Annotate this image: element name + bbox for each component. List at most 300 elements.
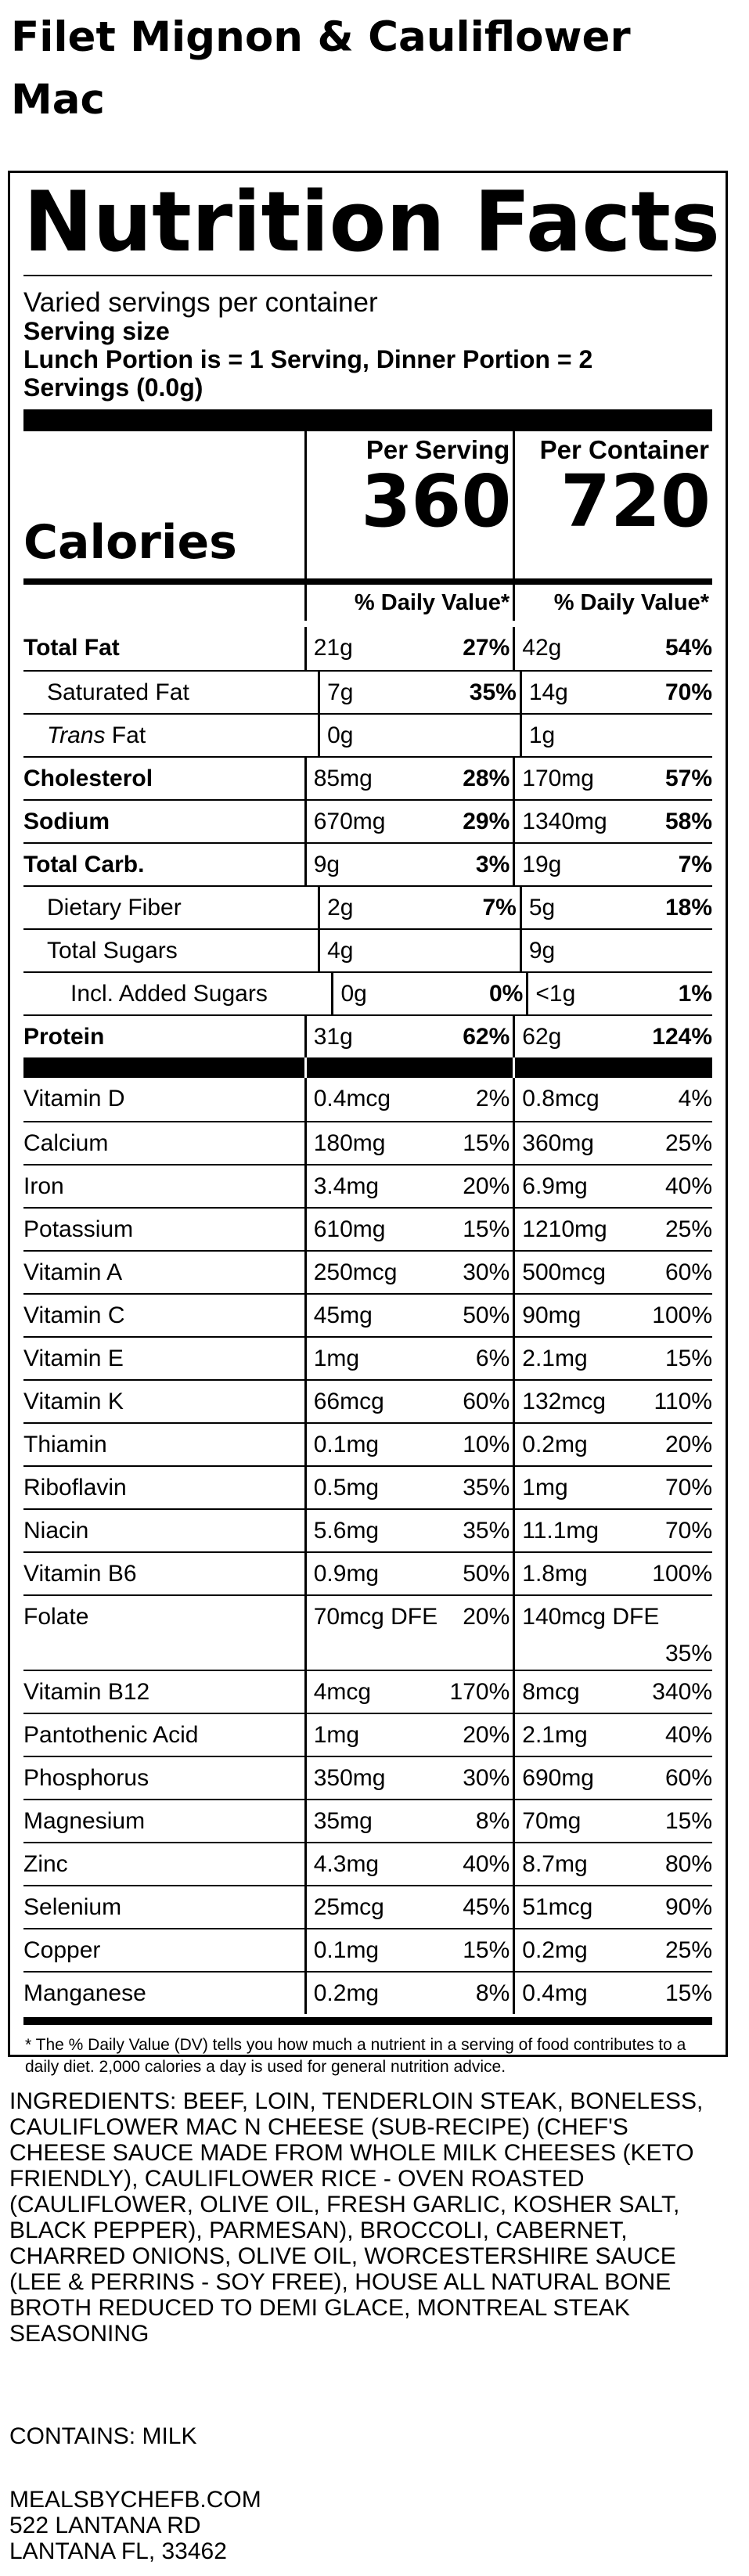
per-container-cell xyxy=(513,1886,712,1928)
per-container-dv: 35% xyxy=(664,1640,712,1666)
nutrient-name xyxy=(23,715,318,756)
per-container-dv: 340% xyxy=(652,1679,712,1705)
ingredients-text: INGREDIENTS: BEEF, LOIN, TENDERLOIN STEAK, BONELESS, CAULIFLOWER MAC N CHEESE (SUB-RECIPE) (CHEF'S CHEESE SAUCE MADE FROM WHOLE MILK CHEESES (KETO FRIENDLY), CAULIFLOWER RICE - OVEN ROASTED (CAULIFLOWER, OLIVE OIL, FRESH GARLIC, KOSHER SALT, BLACK PEPPER), PARMESAN), BROCCOLI, CABERNET, CHARRED ONIONS, OLIVE OIL, WORCESTERSHIRE SAUCE (LEE & PERRINS - SOY FREE), HOUSE ALL NATURAL BONE BROTH REDUCED TO DEMI GLACE, MONTREAL STEAK SEASONING xyxy=(9,2088,704,2347)
per-serving-dv: 20% xyxy=(463,1722,510,1748)
per-container-cell xyxy=(513,1381,712,1422)
per-container-dv: 4% xyxy=(678,1086,712,1111)
per-container-cell xyxy=(513,1714,712,1756)
per-serving-amount: 180mg xyxy=(313,1130,386,1156)
per-serving-amount: 45mg xyxy=(313,1302,373,1328)
per-container-dv: 40% xyxy=(664,1173,712,1199)
per-serving-amount: 4.3mg xyxy=(313,1851,380,1877)
micronutrient-row xyxy=(23,1207,712,1250)
per-container-amount: 1mg xyxy=(522,1475,568,1501)
city-text: LANTANA FL, 33462 xyxy=(9,2538,227,2564)
per-serving-amount: 670mg xyxy=(313,809,386,834)
product-title xyxy=(11,6,715,132)
per-serving-amount: 2g xyxy=(327,895,354,921)
micronutrient-row xyxy=(23,1164,712,1207)
nutrient-name xyxy=(23,1209,304,1250)
nutrient-name-text: Vitamin D xyxy=(23,1086,125,1111)
per-container-dv: 25% xyxy=(664,1130,712,1156)
nutrient-name-text: Vitamin A xyxy=(23,1259,123,1285)
per-serving-cell xyxy=(304,1886,513,1928)
nutrient-name xyxy=(23,1714,304,1756)
per-container-amount: 14g xyxy=(528,679,568,705)
nutrient-name-italic: Trans xyxy=(47,722,106,748)
nutrient-name-text: Cholesterol xyxy=(23,766,153,791)
per-container-dv: 90% xyxy=(664,1894,712,1920)
dv-header-container: % Daily Value* xyxy=(513,578,712,621)
nutrient-name-text: Protein xyxy=(23,1024,105,1050)
per-container-amount: 500mcg xyxy=(522,1259,606,1285)
micronutrient-row xyxy=(23,1594,712,1670)
per-serving-cell xyxy=(318,887,520,928)
nutrient-row xyxy=(23,713,712,756)
per-container-dv: 100% xyxy=(652,1561,712,1587)
nutrient-name xyxy=(23,973,331,1014)
nutrient-name xyxy=(23,758,304,799)
nutrient-name-text: Incl. Added Sugars xyxy=(70,981,268,1007)
per-container-amount: 11.1mg xyxy=(522,1518,600,1544)
per-serving-dv: 28% xyxy=(463,766,510,791)
per-container-amount: 62g xyxy=(522,1024,562,1050)
calories-per-container: 720 xyxy=(560,459,711,543)
per-container-dv: 124% xyxy=(652,1024,712,1050)
nutrient-name xyxy=(23,1929,304,1971)
per-serving-amount: 0.9mg xyxy=(313,1561,380,1587)
nutrient-name xyxy=(23,1843,304,1885)
per-serving-amount: 7g xyxy=(327,679,354,705)
per-container-dv: 80% xyxy=(664,1851,712,1877)
nutrient-name-text: Niacin xyxy=(23,1518,89,1544)
nutrient-name xyxy=(23,627,304,670)
per-serving-cell xyxy=(304,1209,513,1250)
per-serving-amount: 9g xyxy=(313,852,340,877)
micronutrient-row xyxy=(23,1336,712,1379)
per-container-amount: 70mg xyxy=(522,1808,582,1834)
per-container-amount: 6.9mg xyxy=(522,1173,588,1199)
per-container-dv: 25% xyxy=(664,1216,712,1242)
per-serving-cell xyxy=(304,1016,513,1057)
per-serving-cell xyxy=(318,672,520,713)
nutrient-name xyxy=(23,672,318,713)
nutrient-name xyxy=(23,801,304,842)
nutrient-name-text: Saturated Fat xyxy=(47,679,189,705)
micronutrient-row xyxy=(23,1508,712,1551)
nutrient-name-text: Manganese xyxy=(23,1980,146,2006)
per-serving-dv: 27% xyxy=(463,635,510,661)
nutrient-name xyxy=(23,1122,304,1164)
per-container-cell xyxy=(520,887,712,928)
per-container-dv: 7% xyxy=(678,852,712,877)
servings-per-container: Varied servings per container xyxy=(23,287,378,318)
per-container-dv: 25% xyxy=(664,1937,712,1963)
per-container-amount: 9g xyxy=(528,938,556,964)
per-container-amount: 1210mg xyxy=(522,1216,607,1242)
per-serving-cell xyxy=(304,1671,513,1713)
serving-size-value-line1: Lunch Portion is = 1 Serving, Dinner Portion = 2 xyxy=(23,345,593,373)
micronutrient-row xyxy=(23,1121,712,1164)
per-container-cell xyxy=(513,1209,712,1250)
nutrient-name-text: Vitamin C xyxy=(23,1302,125,1328)
per-serving-dv: 0% xyxy=(489,981,524,1007)
per-serving-dv: 30% xyxy=(463,1259,510,1285)
per-container-label: Per Container xyxy=(539,435,710,464)
per-container-cell xyxy=(513,1338,712,1379)
per-container-dv: 20% xyxy=(664,1432,712,1457)
micronutrient-row xyxy=(23,1379,712,1422)
micronutrient-row xyxy=(23,1551,712,1594)
nutrient-name-text: Potassium xyxy=(23,1216,134,1242)
per-container-amount: 90mg xyxy=(522,1302,582,1328)
per-serving-amount: 35mg xyxy=(313,1808,373,1834)
allergen-statement: CONTAINS: MILK xyxy=(9,2423,197,2449)
per-serving-cell xyxy=(304,1166,513,1207)
nutrient-name-text: Total Sugars xyxy=(47,938,178,964)
per-container-cell xyxy=(513,1122,712,1164)
per-serving-cell xyxy=(304,844,513,885)
per-serving-amount: 1mg xyxy=(313,1722,360,1748)
per-serving-dv: 40% xyxy=(463,1851,510,1877)
per-serving-dv: 35% xyxy=(463,1518,510,1544)
per-serving-amount: 21g xyxy=(313,635,353,661)
nutrient-row xyxy=(23,971,712,1014)
nutrient-name xyxy=(23,1757,304,1799)
nutrient-name-text: Fat xyxy=(105,722,146,748)
serving-divider xyxy=(23,409,712,431)
per-container-amount: 140mcg DFE xyxy=(522,1604,660,1630)
per-serving-cell xyxy=(304,1510,513,1551)
nutrient-row xyxy=(23,1014,712,1057)
footnote-divider xyxy=(23,2017,712,2025)
per-serving-cell xyxy=(304,1596,513,1670)
per-container-amount: 1.8mg xyxy=(522,1561,588,1587)
per-container-cell xyxy=(513,1843,712,1885)
per-serving-cell xyxy=(304,801,513,842)
dv-header-serving: % Daily Value* xyxy=(304,578,513,621)
nutrition-facts-title: Nutrition Facts xyxy=(23,174,720,270)
nutrient-name-text: Calcium xyxy=(23,1130,109,1156)
per-serving-amount: 0.1mg xyxy=(313,1432,380,1457)
per-serving-cell xyxy=(304,1295,513,1336)
per-container-amount: 690mg xyxy=(522,1765,594,1791)
per-serving-amount: 610mg xyxy=(313,1216,386,1242)
per-container-cell xyxy=(513,1078,712,1121)
per-serving-dv: 35% xyxy=(463,1475,510,1501)
micronutrient-row xyxy=(23,1293,712,1336)
per-serving-cell xyxy=(304,1714,513,1756)
per-serving-cell xyxy=(304,1757,513,1799)
per-container-cell xyxy=(520,930,712,971)
per-serving-amount: 250mcg xyxy=(313,1259,398,1285)
per-container-amount: 19g xyxy=(522,852,562,877)
per-container-amount: 42g xyxy=(522,635,562,661)
per-container-cell xyxy=(513,1252,712,1293)
nutrient-name-text: Total Carb. xyxy=(23,852,145,877)
street-text: 522 LANTANA RD xyxy=(9,2513,201,2538)
per-container-amount: 5g xyxy=(528,895,556,921)
per-serving-label: Per Serving xyxy=(365,435,510,464)
nutrient-name-text: Zinc xyxy=(23,1851,68,1877)
per-container-amount: 0.8mcg xyxy=(522,1086,600,1111)
nutrient-row xyxy=(23,885,712,928)
per-serving-cell xyxy=(331,973,526,1014)
nutrient-name xyxy=(23,1338,304,1379)
per-container-dv: 54% xyxy=(664,635,712,661)
per-container-dv: 40% xyxy=(664,1722,712,1748)
per-serving-dv: 15% xyxy=(463,1937,510,1963)
per-serving-dv: 8% xyxy=(475,1808,510,1834)
per-container-amount: 132mcg xyxy=(522,1389,606,1414)
nutrient-row xyxy=(23,756,712,799)
nutrient-name-text: Vitamin E xyxy=(23,1346,124,1371)
per-container-amount: 0.2mg xyxy=(522,1432,588,1457)
per-container-cell xyxy=(513,1295,712,1336)
per-container-amount: 8.7mg xyxy=(522,1851,588,1877)
per-serving-dv: 29% xyxy=(463,809,510,834)
nutrient-name-text: Vitamin K xyxy=(23,1389,124,1414)
per-container-amount: 360mg xyxy=(522,1130,594,1156)
per-container-cell xyxy=(513,627,712,670)
per-serving-dv: 8% xyxy=(475,1980,510,2006)
per-serving-amount: 85mg xyxy=(313,766,373,791)
micronutrient-row xyxy=(23,1670,712,1713)
title-divider xyxy=(23,275,712,276)
serving-size-value-line2: Servings (0.0g) xyxy=(23,373,203,402)
per-serving-cell xyxy=(304,1800,513,1842)
product-title-line2: Mac xyxy=(11,76,105,124)
per-serving-amount: 3.4mg xyxy=(313,1173,380,1199)
per-container-dv: 15% xyxy=(664,1980,712,2006)
micronutrient-row xyxy=(23,1842,712,1885)
per-container-dv: 15% xyxy=(664,1808,712,1834)
per-serving-amount: 0.1mg xyxy=(313,1937,380,1963)
micronutrient-row xyxy=(23,1078,712,1121)
per-container-amount: 8mcg xyxy=(522,1679,580,1705)
nutrient-name-text: Phosphorus xyxy=(23,1765,149,1791)
nutrient-name xyxy=(23,1671,304,1713)
website-text: MEALSBYCHEFB.COM xyxy=(9,2487,261,2513)
per-container-cell xyxy=(513,1016,712,1057)
nutrient-row xyxy=(23,928,712,971)
daily-value-header-row xyxy=(23,578,712,627)
micronutrient-row xyxy=(23,1713,712,1756)
nutrient-name xyxy=(23,1467,304,1508)
nutrient-row xyxy=(23,627,712,670)
per-serving-dv: 2% xyxy=(475,1086,510,1111)
per-serving-header xyxy=(304,431,513,578)
product-title-line1: Filet Mignon & Cauliflower xyxy=(11,13,631,61)
per-container-amount: 1g xyxy=(528,722,556,748)
per-serving-dv: 10% xyxy=(463,1432,510,1457)
per-container-cell xyxy=(513,758,712,799)
per-container-amount: 2.1mg xyxy=(522,1346,588,1371)
per-container-cell xyxy=(513,1757,712,1799)
nutrient-name xyxy=(23,1596,304,1670)
per-container-dv: 58% xyxy=(664,809,712,834)
nutrient-name-text: Magnesium xyxy=(23,1808,146,1834)
per-serving-dv: 45% xyxy=(463,1894,510,1920)
per-container-amount: 0.4mg xyxy=(522,1980,588,2006)
per-container-dv: 1% xyxy=(678,981,712,1007)
nutrient-name-text: Copper xyxy=(23,1937,101,1963)
nutrient-name xyxy=(23,1166,304,1207)
per-serving-dv: 62% xyxy=(463,1024,510,1050)
nutrition-label xyxy=(8,171,728,2076)
nutrient-name-text: Riboflavin xyxy=(23,1475,127,1501)
per-serving-amount: 66mcg xyxy=(313,1389,384,1414)
per-serving-cell xyxy=(304,1843,513,1885)
macronutrient-table xyxy=(23,627,712,1057)
nutrient-name-text: Iron xyxy=(23,1173,64,1199)
per-container-cell xyxy=(513,1553,712,1594)
per-serving-dv: 50% xyxy=(463,1561,510,1587)
per-container-cell xyxy=(513,801,712,842)
per-serving-amount: 31g xyxy=(313,1024,353,1050)
per-serving-amount: 70mcg DFE xyxy=(313,1604,438,1630)
micronutrient-row xyxy=(23,1756,712,1799)
per-serving-amount: 5.6mg xyxy=(313,1518,380,1544)
per-serving-dv: 170% xyxy=(449,1679,510,1705)
per-serving-dv: 3% xyxy=(475,852,510,877)
nutrient-row xyxy=(23,799,712,842)
per-container-amount: 51mcg xyxy=(522,1894,593,1920)
per-container-dv: 15% xyxy=(664,1346,712,1371)
per-container-cell xyxy=(526,973,712,1014)
per-container-amount: 170mg xyxy=(522,766,594,791)
per-serving-amount: 25mcg xyxy=(313,1894,384,1920)
per-serving-amount: 0.2mg xyxy=(313,1980,380,2006)
per-serving-cell xyxy=(304,1078,513,1121)
per-serving-dv: 35% xyxy=(469,679,517,705)
per-serving-cell xyxy=(318,715,520,756)
per-container-cell xyxy=(513,844,712,885)
nutrient-name-text: Thiamin xyxy=(23,1432,107,1457)
per-container-cell xyxy=(520,672,712,713)
per-serving-dv: 6% xyxy=(475,1346,510,1371)
nutrient-name xyxy=(23,1381,304,1422)
per-container-amount: <1g xyxy=(535,981,576,1007)
serving-size-label: Serving size xyxy=(23,317,170,345)
per-serving-amount: 4g xyxy=(327,938,354,964)
nutrient-name-text: Folate xyxy=(23,1604,89,1630)
per-container-amount: 2.1mg xyxy=(522,1722,588,1748)
per-serving-dv: 50% xyxy=(463,1302,510,1328)
per-container-dv: 110% xyxy=(654,1389,712,1414)
micronutrient-row xyxy=(23,1885,712,1928)
per-container-cell xyxy=(513,1510,712,1551)
nutrient-name xyxy=(23,1886,304,1928)
nutrient-name-text: Dietary Fiber xyxy=(47,895,182,921)
per-serving-cell xyxy=(304,1381,513,1422)
per-serving-amount: 0g xyxy=(340,981,367,1007)
nutrient-name-text: Total Fat xyxy=(23,635,120,661)
per-serving-dv: 60% xyxy=(463,1389,510,1414)
per-serving-cell xyxy=(304,1467,513,1508)
per-container-cell xyxy=(513,1800,712,1842)
nutrient-name xyxy=(23,1553,304,1594)
per-serving-cell xyxy=(304,1553,513,1594)
per-serving-dv: 20% xyxy=(463,1173,510,1199)
per-serving-cell xyxy=(304,758,513,799)
calories-cell xyxy=(23,431,304,578)
nutrient-name xyxy=(23,1295,304,1336)
micronutrient-row xyxy=(23,1928,712,1971)
per-container-dv: 60% xyxy=(664,1765,712,1791)
calories-header xyxy=(23,431,712,578)
nutrient-name-text: Selenium xyxy=(23,1894,122,1920)
per-container-dv: 60% xyxy=(664,1259,712,1285)
per-serving-amount: 4mcg xyxy=(313,1679,372,1705)
nutrient-row xyxy=(23,670,712,713)
per-serving-cell xyxy=(304,1338,513,1379)
per-container-dv: 18% xyxy=(664,895,712,921)
per-container-dv: 57% xyxy=(664,766,712,791)
nutrient-name xyxy=(23,1800,304,1842)
nutrient-name xyxy=(23,1016,304,1057)
nutrient-name xyxy=(23,887,318,928)
per-container-cell xyxy=(520,715,712,756)
per-container-dv: 70% xyxy=(664,1518,712,1544)
nutrient-name-text: Sodium xyxy=(23,809,110,834)
per-serving-dv: 20% xyxy=(463,1604,510,1630)
per-serving-dv: 7% xyxy=(482,895,517,921)
nutrient-name xyxy=(23,1510,304,1551)
nutrient-name-text: Vitamin B6 xyxy=(23,1561,137,1587)
per-serving-cell xyxy=(304,1929,513,1971)
nutrient-name-text: Pantothenic Acid xyxy=(23,1722,199,1748)
per-container-dv: 70% xyxy=(664,1475,712,1501)
per-container-amount: 1340mg xyxy=(522,809,607,834)
calories-label: Calories xyxy=(23,515,237,570)
per-serving-amount: 1mg xyxy=(313,1346,360,1371)
per-container-cell xyxy=(513,1596,712,1670)
vitamin-separator xyxy=(23,1057,712,1078)
nutrient-name xyxy=(23,1424,304,1465)
per-serving-cell xyxy=(304,627,513,670)
nutrient-name xyxy=(23,930,318,971)
nutrient-name xyxy=(23,844,304,885)
micronutrient-row xyxy=(23,1799,712,1842)
per-container-amount: 0.2mg xyxy=(522,1937,588,1963)
nutrient-name xyxy=(23,1973,304,2014)
per-container-cell xyxy=(513,1929,712,1971)
per-serving-cell xyxy=(304,1252,513,1293)
per-serving-amount: 0.5mg xyxy=(313,1475,380,1501)
per-serving-amount: 350mg xyxy=(313,1765,386,1791)
per-serving-dv: 15% xyxy=(463,1216,510,1242)
per-serving-amount: 0g xyxy=(327,722,354,748)
calories-per-serving: 360 xyxy=(361,459,512,543)
per-container-cell xyxy=(513,1166,712,1207)
micronutrient-table xyxy=(23,1078,712,2014)
per-container-cell xyxy=(513,1467,712,1508)
micronutrient-row xyxy=(23,1465,712,1508)
nutrient-name xyxy=(23,1252,304,1293)
micronutrient-row xyxy=(23,1971,712,2014)
nutrient-name-text: Vitamin B12 xyxy=(23,1679,150,1705)
nutrient-row xyxy=(23,842,712,885)
per-serving-cell xyxy=(304,1424,513,1465)
per-container-cell xyxy=(513,1973,712,2014)
per-container-dv: 70% xyxy=(664,679,712,705)
per-serving-amount: 0.4mcg xyxy=(313,1086,391,1111)
manufacturer-address xyxy=(9,2487,729,2564)
per-serving-cell xyxy=(318,930,520,971)
per-container-header xyxy=(513,431,712,578)
per-serving-dv: 30% xyxy=(463,1765,510,1791)
